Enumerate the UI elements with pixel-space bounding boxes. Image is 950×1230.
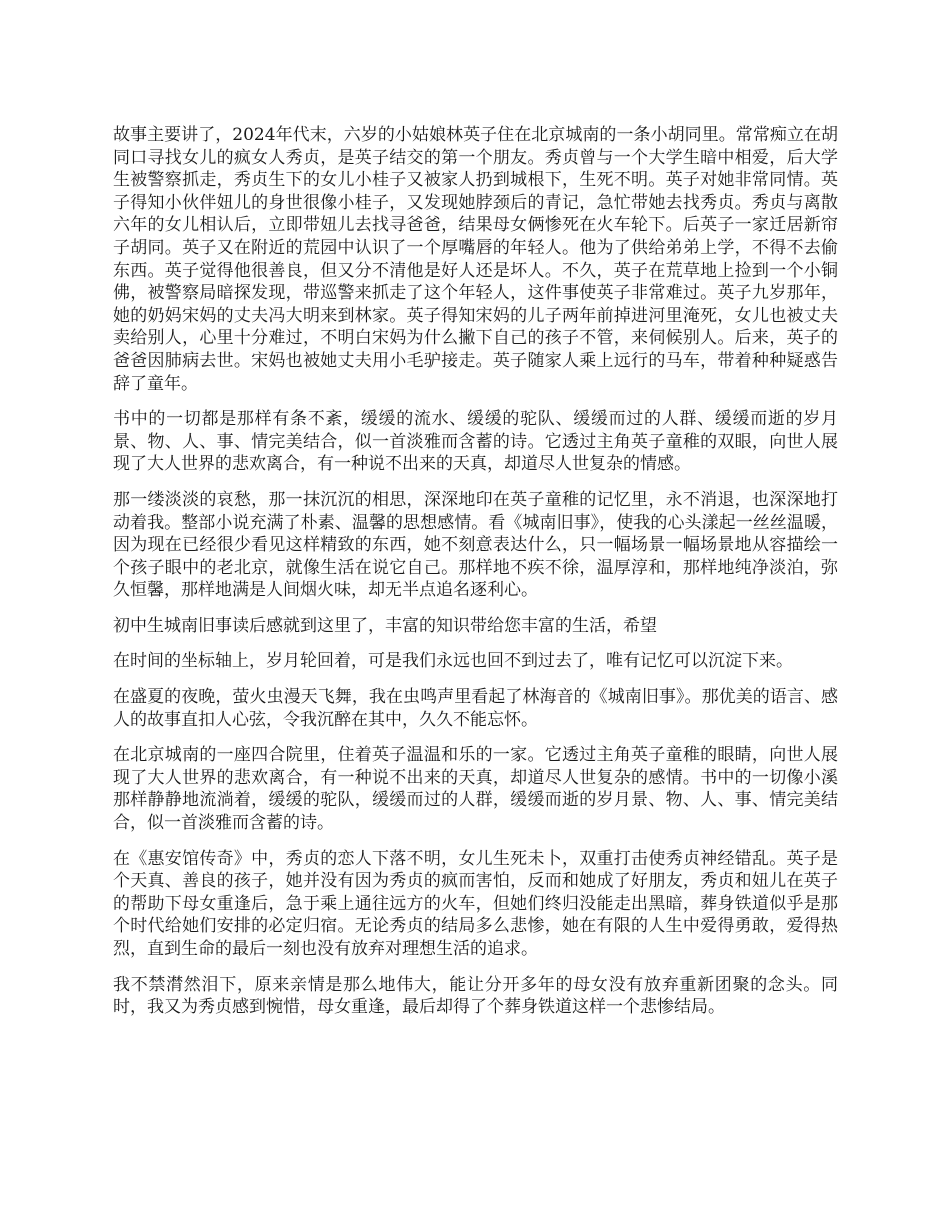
paragraph-2: 书中的一切都是那样有条不紊，缓缓的流水、缓缓的驼队、缓缓而过的人群、缓缓而逝的岁月景、物、人、事、情完美结合，似一首淡雅而含蓄的诗。它透过主角英子童稚的双眼，向世人展现了大人世界的悲欢离合，有一种说不出来的天真，却道尽人世复杂的情感。 xyxy=(113,409,838,475)
paragraph-1: 故事主要讲了，2024年代末，六岁的小姑娘林英子住在北京城南的一条小胡同里。常常痴立在胡同口寻找女儿的疯女人秀贞，是英子结交的第一个朋友。秀贞曾与一个大学生暗中相爱，后大学生被警察抓走，秀贞生下的女儿小桂子又被家人扔到城根下，生死不明。英子对她非常同情。英子得知小伙伴妞儿的身世很像小桂子，又发现她脖颈后的青记，急忙带她去找秀贞。秀贞与离散六年的女儿相认后，立即带妞儿去找寻爸爸，结果母女俩惨死在火车轮下。后英子一家迁居新帘子胡同。英子又在附近的荒园中认识了一个厚嘴唇的年轻人。他为了供给弟弟上学，不得不去偷东西。英子觉得他很善良，但又分不清他是好人还是坏人。不久，英子在荒草地上捡到一个小铜佛，被警察局暗探发现，带巡警来抓走了这个年轻人，这件事使英子非常难过。英子九岁那年，她的奶妈宋妈的丈夫冯大明来到林家。英子得知宋妈的儿子两年前掉进河里淹死，女儿也被丈夫卖给别人，心里十分难过，不明白宋妈为什么撇下自己的孩子不管，来伺候别人。后来，英子的爸爸因肺病去世。宋妈也被她丈夫用小毛驴接走。英子随家人乘上远行的马车，带着种种疑惑告辞了童年。 xyxy=(113,125,838,394)
paragraph-6: 在盛夏的夜晚，萤火虫漫天飞舞，我在虫鸣声里看起了林海音的《城南旧事》。那优美的语言、感人的故事直扣人心弦，令我沉醉在其中，久久不能忘怀。 xyxy=(113,687,838,730)
paragraph-5: 在时间的坐标轴上，岁月轮回着，可是我们永远也回不到过去了，唯有记忆可以沉淀下来。 xyxy=(113,651,793,672)
paragraph-3: 那一缕淡淡的哀愁，那一抹沉沉的相思，深深地印在英子童稚的记忆里，永不消退，也深深地打动着我。整部小说充满了朴素、温馨的思想感情。看《城南旧事》，使我的心头漾起一丝丝温暖，因为现在已经很少看见这样精致的东西，她不刻意表达什么，只一幅场景一幅场景地从容描绘一个孩子眼中的老北京，就像生活在说它自己。那样地不疾不徐，温厚淳和，那样地纯净淡泊，弥久恒馨，那样地满是人间烟火味，却无半点追名逐利心。 xyxy=(113,489,838,601)
paragraph-7: 在北京城南的一座四合院里，住着英子温温和乐的一家。它透过主角英子童稚的眼睛，向世人展现了大人世界的悲欢离合，有一种说不出来的天真，却道尽人世复杂的感情。书中的一切像小溪那样静静地流淌着，缓缓的驼队，缓缓而过的人群，缓缓而逝的岁月景、物、人、事、情完美结合，似一首淡雅而含蓄的诗。 xyxy=(113,745,838,834)
paragraph-8: 在《惠安馆传奇》中，秀贞的恋人下落不明，女儿生死未卜，双重打击使秀贞神经错乱。英子是个天真、善良的孩子，她并没有因为秀贞的疯而害怕，反而和她成了好朋友，秀贞和妞儿在英子的帮助下母女重逢后，急于乘上通往远方的火车，但她们终归没能走出黑暗，葬身铁道似乎是那个时代给她们安排的必定归宿。无论秀贞的结局多么悲惨，她在有限的人生中爱得勇敢，爱得热烈，直到生命的最后一刻也没有放弃对理想生活的追求。 xyxy=(113,848,838,959)
paragraph-4: 初中生城南旧事读后感就到这里了，丰富的知识带给您丰富的生活，希望 xyxy=(113,615,657,636)
paragraph-9: 我不禁潸然泪下，原来亲情是那么地伟大，能让分开多年的母女没有放弃重新团聚的念头。同时，我又为秀贞感到惋惜，母女重逢，最后却得了个葬身铁道这样一个悲惨结局。 xyxy=(113,974,838,1018)
document-body xyxy=(113,124,838,1032)
